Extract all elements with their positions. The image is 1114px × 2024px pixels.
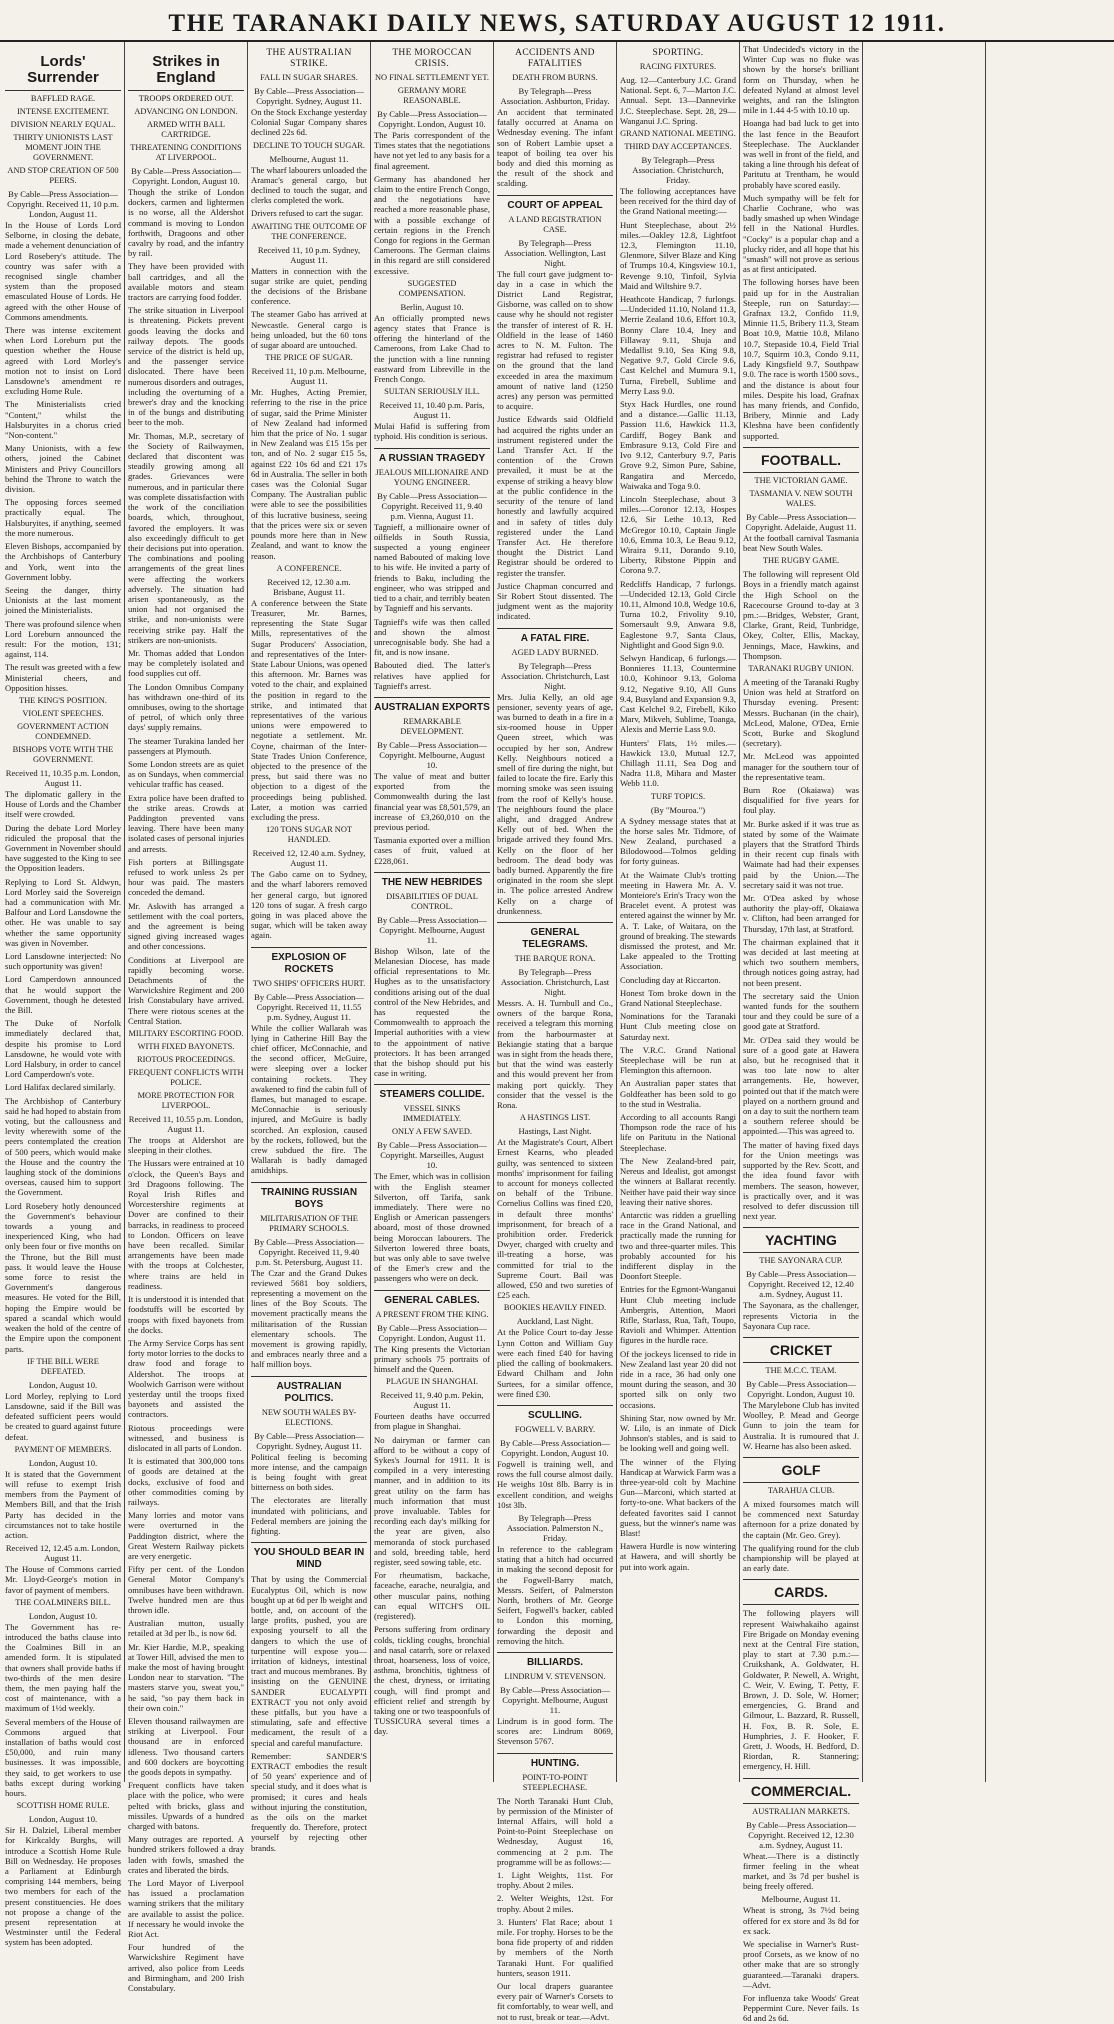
paragraph: Eleven thousand railwaymen are striking at Liverpool. Four thousand are in enforced idleness. Two thousand carters and 600 dockers are boycotting the goods depots in sympathy. bbox=[128, 1716, 244, 1778]
paragraph: The full court gave judgment to-day in a case in which the District Land Registrar, Gisborne, was called on to show cause why he should not register the transfer of interest of R. H. Oldfield in the lease of 1460 acres to N. M. Fulton. The registrar had refused to register on the ground that the land exceeded in area the maximum amount of native land (1250 acres) any person was permitted to acquire. bbox=[497, 268, 613, 412]
paragraph: Shining Star, now owned by Mr. W. Lilo, is an inmate of Dick Johnson's stables, and is said to be looking well and going well. bbox=[620, 1412, 736, 1454]
subheading: SUGGESTED COMPENSATION. bbox=[398, 278, 466, 298]
paragraph: On the Stock Exchange yesterday Colonial Sugar Company shares declined 22s 6d. bbox=[251, 107, 367, 138]
paragraph: At the Police Court to-day Jesse Lynn Cotton and William Guy were each fined £40 for having plied the calling of bookmakers. Edward Chilham and John Surtees, for a similar offence, were fined £30. bbox=[497, 1327, 613, 1399]
paragraph: Fish porters at Billingsgate refused to work unless 2s per hour was paid. The masters conceded the demand. bbox=[128, 856, 244, 898]
dateline: By Telegraph—Press Association. Wellington, Last Night. bbox=[504, 237, 606, 268]
subheading: BAFFLED RAGE. bbox=[30, 94, 96, 103]
subheading: TARAHUA CLUB. bbox=[767, 1485, 835, 1495]
paragraph: Several members of the House of Commons argued that installation of baths would cost £50,000, and ruin many businesses. It was impossible, they said, to get workers to use baths except during working hours. bbox=[5, 1716, 121, 1798]
paragraph: Remember: SANDER'S EXTRACT embodies the result of 50 years' experience and of special study, and it does what is promised; it cures and heals without injuring the constitution, as the oils on the market frequently do. Therefore, protect yourself by rejecting other brands. bbox=[251, 1750, 367, 1853]
article-heading: A FATAL FIRE. bbox=[497, 628, 613, 645]
dateline: By Cable—Press Association—Copyright. Received 11, 9.40 p.m. Vienna, August 11. bbox=[377, 490, 487, 521]
dateline: By Cable—Press Association—Copyright. Received 11, 9.40 p.m. St. Petersburg, August 11. bbox=[254, 1236, 364, 1267]
article-heading: AUSTRALIAN EXPORTS bbox=[374, 697, 490, 714]
article-heading: A RUSSIAN TRAGEDY bbox=[374, 448, 490, 465]
paragraph: Replying to Lord St. Aldwyn, Lord Morley said the Sovereign had a communication with Mr. Balfour and Lord Lansdowne the other. He was unable to say whether the same opportunity was given in November. bbox=[5, 876, 121, 948]
section-heading: CARDS. bbox=[743, 1579, 859, 1605]
article-heading: SCULLING. bbox=[497, 1405, 613, 1422]
dateline: By Cable—Press Association—Copyright. Marseilles, August 10. bbox=[377, 1140, 487, 1171]
column-3 bbox=[248, 42, 371, 1853]
dateline: Hastings, Last Night. bbox=[518, 1126, 592, 1137]
paragraph: Selwyn Handicap, 6 furlongs.—Bonnieres 11.13, Countermine 10.0, Kohinoor 9.13, Goloma 9.12, Negative 9.10, All Guns 9.4, Busyland and Expansion 9.3, Cast Kelchel 9.2, Firebell, Kiko Marv, Mikveh, Sublime, Toanga, Alexis and Merrie Lass 9.0. bbox=[620, 652, 736, 735]
paragraph: The matter of having fixed days for the Union meetings was supported by the Rev. Scott, and the idea found favor with members. The season, however, is practically over, and it was resolved to defer discussion till next year. bbox=[743, 1139, 859, 1222]
article-heading: TRAINING RUSSIAN BOYS bbox=[251, 1182, 367, 1211]
paragraph: Extra police have been drafted to the strike areas. Crowds at Paddington prevented vans leaving. There have been many isolated cases of personal injuries and arrests. bbox=[128, 792, 244, 854]
subheading: THE PRICE OF SUGAR. bbox=[265, 353, 353, 363]
column-6 bbox=[617, 42, 740, 1782]
subheading: NEW SOUTH WALES BY-ELECTIONS. bbox=[261, 1407, 357, 1427]
paragraph: Wheat.—There is a distinctly firmer feeling in the wheat market, and 3s 7d per bushel is being freely offered. bbox=[743, 1850, 859, 1892]
paragraph: Drivers refused to cart the sugar. bbox=[251, 208, 364, 219]
paragraph: Tasmania exported over a million cases of fruit, valued at £228,061. bbox=[374, 835, 490, 866]
paragraph: The King presents the Victorian primary schools 75 portraits of himself and the Queen. bbox=[374, 1343, 490, 1375]
dateline: By Cable—Press Association—Copyright. London, August 11. bbox=[377, 1322, 487, 1343]
paragraph: Mr. Thomas, M.P., secretary of the Society of Railwaymen, declared that discontent was steadily growing among all grades. Grievances were numerous, and in particular there was complete dissatisfaction with the work of the conciliation boards, which, throughout, favored the employers. It was also exceedingly difficult to get their decisions put into operation. The combinations and pooling arrangements of the great lines were affecting the workers adversely. The situation had arisen spontaneously, as the union had not organised the strike, and non-unionists were receiving strike pay. Half the strikers are non-unionists. bbox=[128, 430, 244, 645]
subheading: THE KING'S POSITION. bbox=[19, 695, 107, 705]
paragraph: Fifty per cent. of the London General Motor Company's omnibuses have been withdrawn. Twelve hundred men are thus thrown idle. bbox=[128, 1564, 244, 1615]
dateline: London, August 10. bbox=[28, 1814, 98, 1825]
article-heading: ACCIDENTS AND FATALITIES bbox=[515, 48, 595, 69]
paragraph: For influenza take Woods' Great Peppermint Cure. Never fails. 1s 6d and 2s 6d. bbox=[743, 1993, 859, 2024]
paragraph: The chairman explained that it was decided at last meeting at which two southern members, through notices going astray, had not been present. bbox=[743, 936, 859, 988]
column-2 bbox=[125, 42, 248, 1994]
dateline: Received 12, 12.45 a.m. London, August 11. bbox=[5, 1543, 121, 1564]
column-9 bbox=[986, 42, 1112, 1782]
paragraph: The Lord Mayor of Liverpool has issued a proclamation warning strikers that the military are available to assist the police. If necessary he would invoke the Riot Act. bbox=[128, 1878, 244, 1940]
section-heading: YACHTING bbox=[743, 1227, 859, 1253]
paragraph: Eleven Bishops, accompanied by the Archbishops of Canterbury and York, went into the Government lobby. bbox=[5, 541, 121, 582]
paragraph: Lord Rosebery hotly denounced the Government's behaviour towards a young and inexperienced King, who had only been four or five months on the Throne, but the Bill must pass. It would leave the House some force to resist the Government's dangerous measures. He voted for the Bill, hoping the Empire would be spared a scandal which would weaken the hold of the centre of the Empire upon the component parts. bbox=[5, 1200, 121, 1354]
article-heading: SPORTING. bbox=[652, 48, 704, 58]
paragraph: Persons suffering from ordinary colds, tickling coughs, bronchial and nasal catarrh, sore or relaxed throat, hoarseness, loss of voice, asthma, bronchitis, tightness of the chest, dryness, or irritating cough, will find prompt and efficient relief and strength by taking one or two teaspoonfuls of TUSSICURA several times a day. bbox=[374, 1624, 490, 1737]
dateline: Auckland, Last Night. bbox=[516, 1316, 594, 1327]
column-4 bbox=[371, 42, 494, 1782]
subheading: SCOTTISH HOME RULE. bbox=[16, 1801, 110, 1811]
paragraph: Babouted died. The latter's relatives have applied for Tagnieff's arrest. bbox=[374, 660, 490, 691]
paragraph: Conditions at Liverpool are rapidly becoming worse. Detachments of the Warwickshire Regiment and 200 Irish Constabulary have arrived. There were riotous scenes at the Central Station. bbox=[128, 954, 244, 1026]
dateline: Received 11, 10.55 p.m. London, August 11. bbox=[128, 1114, 244, 1135]
paragraph: The New Zealand-bred pair, Nereus and Idealist, got amongst the winners at Ballarat recently. Neither have paid their way since leaving their native shores. bbox=[620, 1155, 736, 1207]
subheading: INTENSE EXCITEMENT. bbox=[17, 107, 109, 116]
paragraph: It is stated that the Government will refuse to exempt Irish members from the Payment of Members Bill, and that the Irish Party has decided in the circumstances not to take hostile action. bbox=[5, 1468, 121, 1540]
article-heading: THE NEW HEBRIDES bbox=[374, 872, 490, 889]
paragraph: Much sympathy will be felt for Charlie Cochrane, who was badly smashed up when Windage fell in the National Hurdles. "Cocky" is a popular chap and a plucky rider, and all hope that his "smash" will not prove as serious as at first anticipated. bbox=[743, 192, 859, 275]
subheading: RACING FIXTURES. bbox=[639, 62, 717, 71]
subheading: POINT-TO-POINT STEEPLECHASE. bbox=[522, 1772, 588, 1792]
paragraph: Mr. Askwith has arranged a settlement with the coal porters, and the agreement is being signed giving increased wages and other concessions. bbox=[128, 900, 244, 952]
subheading: THIRD DAY ACCEPTANCES. bbox=[624, 142, 732, 152]
paragraph: The North Taranaki Hunt Club, by permission of the Minister of Internal Affairs, will hold a Point-to-Point Steeplechase on Wednesday, August 16, commencing at 2 p.m. The programme will be as follows:— bbox=[497, 1795, 613, 1867]
subheading: A HASTINGS LIST. bbox=[519, 1113, 591, 1123]
paragraph: Political feeling is becoming more intense, and the campaign is being fought with great bitterness on both sides. bbox=[251, 1451, 367, 1493]
dateline: By Telegraph—Press Association. Christchurch, Last Night. bbox=[500, 660, 610, 691]
paragraph: Matters in connection with the sugar strike are quiet, pending the decisions of the Brisbane conference. bbox=[251, 265, 367, 307]
paragraph: Tagnieff, a millionaire owner of oilfields in South Russia, suspected a young engineer named Babouted of making love to his wife. He invited a party of friends to Baku, including the engineer, who was stripped and tied to a chair, and terribly beaten by Tagnieff and his servants. bbox=[374, 521, 490, 614]
paragraph: The value of meat and butter exported from the Commonwealth during the last financial year was £8,501,579, an increase of £3,260,010 on the previous period. bbox=[374, 770, 490, 832]
paragraph: Germany has abandoned her claim to the entire French Congo, and the negotiations have reached a more reasonable phase, with a possible exchange of certain regions in the French Congo for regions in the German Cameroons. The German claims in this regard are still considered excessive. bbox=[374, 173, 490, 276]
dateline: By Telegraph—Press Association. Palmerston N., Friday. bbox=[506, 1512, 604, 1543]
dateline: Received 11, 10.35 p.m. London, August 11. bbox=[5, 767, 121, 788]
section-heading: GOLF bbox=[743, 1457, 859, 1483]
article-heading: THE AUSTRALIAN STRIKE. bbox=[266, 48, 352, 69]
article-heading: HUNTING. bbox=[497, 1753, 613, 1770]
dateline: Melbourne, August 11. bbox=[761, 1894, 841, 1905]
paragraph: Mr. Hughes, Acting Premier, referring to the rise in the price of sugar, said the Prime Minister of New Zealand had informed him that the price of No. 1 sugar in New Zealand was £15 15s per ton, and of No. 2 sugar £15 5s, against £22 10s 6d and £21 17s 6d in Australia. The seller in both cases was the Colonial Sugar Company. The Australian public were able to see the possibilities of this lucrative business, seeing that the prices were six or seven pounds more here than in New Zealand, and want to know the reason. bbox=[251, 387, 367, 561]
paragraph: The Emer, which was in collision with the English steamer Silverton, off Tarifa, sank immediately. There were no English or American passengers aboard, most of those drowned being Moroccan labourers. The Silverton lowered three boats, but was only able to save twelve of the Emer's crew and the passengers who were on deck. bbox=[374, 1171, 490, 1284]
paragraph: Our local drapers guarantee every pair of Warner's Corsets to fit comfortably, to wear well, and not to rust, break or tear.—Advt. bbox=[497, 1981, 613, 2022]
subheading: TURF TOPICS. bbox=[650, 791, 706, 801]
subheading: THE BARQUE RONA. bbox=[514, 954, 596, 963]
column-1 bbox=[2, 42, 125, 1948]
subheading: 120 TONS SUGAR NOT HANDLED. bbox=[265, 825, 352, 845]
paragraph: Mr. O'Dea said they would be sure of a good gate at Hawera also, but he recognised that it was too late now to alter arrangements. He, however, pointed out that if the match were played on a northern ground and on a day to suit the northern team a southern referee should be appointed.—This was agreed to. bbox=[743, 1034, 859, 1137]
dateline: By Cable—Press Association—Copyright. Melbourne, August 11. bbox=[377, 914, 487, 945]
subheading: NO FINAL SETTLEMENT YET. bbox=[375, 73, 489, 82]
subheading: PAYMENT OF MEMBERS. bbox=[14, 1444, 112, 1454]
subheading: LINDRUM V. STEVENSON. bbox=[504, 1671, 606, 1681]
paragraph: Lord Camperdown announced that he would support the Government, though he detested the Bill. bbox=[5, 974, 121, 1015]
paragraph: Lincoln Steeplechase, about 3 miles.—Coronor 12.13, Hospes 12.6, Sir Lethe 10.13, Red McGregor 10.10, Captain Jingle 10.6, Emma 10.3, Le Beau 9.12, Wiraira 9.11, Dorando 9.10, Liberty, Ribstone Pippin and Corona 9.7. bbox=[620, 493, 736, 576]
dateline: Berlin, August 10. bbox=[400, 301, 464, 312]
dateline: By Cable—Press Association—Copyright. Adelaide, August 11. bbox=[745, 511, 857, 532]
paragraph: Hawera Hurdle is now wintering at Hawera, and will shortly be put into work again. bbox=[620, 1541, 736, 1572]
paragraph: The following players will represent Waiwhakaiho against Fire Brigade on Monday evening next at the Central Fire station, play to start at 7.30 p.m.:—Cruikshank, A. Goldwater, H. Goldwater, P. Newell, A. Wright, C. Weir, V. Ewing, T. Petty, F. Brown, J. D. Sole, W. Horner; emergencies, G. Brand and Gilmour, L. Bazzard, R. Russell, H. Fox, B. R. Sole, E. Humphries, J. F. Hooker, F. Grett, J. Woods, H. Bedford, D. Riordan, R. Stannering; emergency, H. Hill. bbox=[743, 1608, 859, 1772]
paragraph: An Australian paper states that Goldfeather has been sold to go to the stud in Westralia. bbox=[620, 1078, 736, 1109]
article-heading: GENERAL CABLES. bbox=[374, 1290, 490, 1307]
subheading: VIOLENT SPEECHES. bbox=[22, 708, 104, 718]
paragraph: The following horses have been paid up for in the Australian Steeple, run on Saturday:—Grafnax 13.2, Confido 11.9, Minnie 11.5, Bribery 11.3, Steam Boat 10.9, Mattie 10.8, Milano 10.7, Stepaside 10.4, Field Trial 10.7, Squirm 10.3, Condo 9.11, Lady Kingsfield 9.7, Southpaw 9.0. The race is worth 1500 sovs., and the distance is about four miles. Despite his load, Grafnax has many friends, and Confido, Bribery, Minnie and Lady Kleshna have been confidently supported. bbox=[743, 277, 859, 441]
dateline: By Cable—Press Association—Copyright. Sydney, August 11. bbox=[254, 1430, 364, 1451]
article-heading: STEAMERS COLLIDE. bbox=[374, 1084, 490, 1101]
subheading: SULTAN SERIOUSLY ILL. bbox=[384, 387, 480, 397]
paragraph: Mrs. Julia Kelly, an old age pensioner, seventy years of age, was burned to death in a fire in a six-roomed house in Upper Queen street, which was occupied by her son, Andrew Kelly. Neighbours noticed a smell of fire during the night, but failed to locate the fire. Early this morning smoke was seen issuing from the roof of Kelly's house. The neighbours found the place alight, and dragged Andrew Kelly out of bed. When the brigade arrived they found Mrs. Kelly on the floor of her bedroom. The dead body was badly burned. Apparently the fire originated in the room she slept in. The police arrested Andrew Kelly on a charge of drunkenness. bbox=[497, 691, 613, 916]
paragraph: There was profound silence when Lord Loreburn announced the result: For the motion, 131; against, 114. bbox=[5, 618, 121, 660]
dateline: By Cable—Press Association—Copyright. Received 12, 12.30 a.m. Sydney, August 11. bbox=[746, 1819, 856, 1850]
dateline: By Cable—Press Association—Copyright. London, August 10. bbox=[377, 109, 487, 129]
paragraph: Entries for the Egmont-Wanganui Hunt Club meeting include Ambergris, Attention, Maori Rifle, Starlass, Rua, Taft, Toupo, Ravioli and Whimper. Attention figures in the hurdle race. bbox=[620, 1284, 737, 1346]
subheading: PLAGUE IN SHANGHAI. bbox=[386, 1377, 478, 1387]
paragraph: Lord Lansdowne interjected: No such opportunity was given! bbox=[5, 950, 121, 972]
dateline: Received 11, 10 p.m. Sydney, August 11. bbox=[257, 244, 361, 265]
paragraph: For rheumatism, backache, faceache, earache, neuralgia, and other muscular pains, nothing can equal WITCH'S OIL (registered). bbox=[374, 1570, 490, 1622]
paragraph: A Sydney message states that at the horse sales Mr. Tidmore, of New Zealand, purchased a Bilodowood—Tolmos gelding for forty guineas. bbox=[620, 815, 736, 867]
subheading: A CONFERENCE. bbox=[276, 563, 342, 573]
paragraph: In the House of Lords Lord Selborne, in closing the debate, made a vehement denunciation of Lord Rosebery's attitude. The country was safer with a recognised single chamber system than the proposed emasculated House of Lords. He agreed with the other House of Commons amendments. bbox=[5, 220, 121, 322]
dateline: By Cable—Press Association—Copyright. London, August 10. bbox=[131, 166, 241, 186]
paragraph: Mr. Thomas added that London may be completely isolated and food supplies cut off. bbox=[128, 647, 244, 679]
dateline: By Cable—Press Association—Copyright. Melbourne, August 11. bbox=[500, 1684, 610, 1715]
paragraph: The qualifying round for the club championship will be played at an early date. bbox=[743, 1542, 859, 1574]
dateline: By Cable—Press Association—Copyright. London, August 10. bbox=[746, 1378, 856, 1399]
paragraph: The Czar and the Grand Dukes reviewed 5681 boy soldiers, representing a movement on the lines of the Boy Scouts. The movement practically means the militarisation of the Russian elementary schools. The movement is growing rapidly, and embraces nearly three and a half million boys. bbox=[251, 1267, 367, 1370]
subheading: DIVISION NEARLY EQUAL. bbox=[10, 120, 116, 129]
subheading: GOVERNMENT ACTION CONDEMNED. bbox=[17, 721, 109, 741]
paragraph: The Sayonara, as the challenger, represents Victoria in the Sayonara Cup race. bbox=[743, 1300, 859, 1331]
paragraph: The diplomatic gallery in the House of Lords and the Chamber itself were crowded. bbox=[5, 788, 121, 820]
paragraph: The Government has re-introduced the baths clause into the Coalmines Bill in an amended form. It is stipulated that owners shall provide baths if two-thirds of the men desire them, the men paying half the cost of maintenance, with a maximum of 1½d weekly. bbox=[5, 1621, 121, 1714]
paragraph: While the collier Wallarah was lying in Catherine Hill Bay the chief officer, McConnachie, and the second officer, McGuire, were sleeping over a locker containing rockets. They awakened to find the cabin full of flames, but managed to escape. McConnachie is seriously injured, and McGuire is badly scorched. An explosion, caused by the rockets, followed, but the crew subdued the fire. The Wallarah is badly damaged amidships. bbox=[251, 1022, 367, 1176]
paragraph: The electorates are literally inundated with politicians, and Federal members are joining the fighting. bbox=[251, 1495, 367, 1537]
paragraph: During the debate Lord Morley ridiculed the proposal that the Government in November should have suggested to the King to see the Opposition leaders. bbox=[5, 822, 121, 874]
subheading: AGED LADY BURNED. bbox=[511, 647, 599, 657]
dateline: London, August 10. bbox=[28, 1457, 98, 1468]
dateline: Received 11, 9.40 p.m. Pekin, August 11. bbox=[380, 1390, 484, 1411]
paragraph: That by using the Commercial Eucalyptus Oil, which is now bought up at 6d per lb weight and bottle, and, on account of the large profits, pushed, you are exposing yourself to all the dangers to which the use of turpentine will expose you—irritation of kidneys, intestinal tract and mucous membranes. By insisting on the GENUINE SANDER EUCALYPTI EXTRACT you not only avoid these pitfalls, but you have a stimulating, safe and effective medicament, the result of a special and careful manufacture. bbox=[251, 1574, 367, 1748]
paragraph: 2. Welter Weights, 12st. For trophy. About 2 miles. bbox=[497, 1893, 613, 1914]
paragraph: According to all accounts Rangi Thompson rode the race of his life on Paritutu in the National Steeplechase. bbox=[620, 1112, 736, 1153]
paragraph: The Gabo came on to Sydney, and the wharf laborers removed her general cargo, but ignored 120 tons of sugar. A fresh cargo going in was placed above the sugar, which will be taken away again. bbox=[251, 869, 367, 941]
paragraph: Seeing the danger, thirty Unionists at the last moment joined the Ministerialists. bbox=[5, 584, 121, 616]
article-heading: COURT OF APPEAL bbox=[497, 195, 613, 212]
article-heading: AUSTRALIAN POLITICS. bbox=[251, 1376, 367, 1405]
subheading: A PRESENT FROM THE KING. bbox=[375, 1309, 489, 1319]
subheading: AUSTRALIAN MARKETS. bbox=[752, 1806, 850, 1816]
article-heading: YOU SHOULD BEAR IN MIND bbox=[251, 1542, 367, 1571]
paragraph: The Army Service Corps has sent forty motor lorries to the docks to draw food and forage to Aldershot. The troops at Woolwich Garrison were without yesterday until the troops fixed bayonets and assisted the contractors. bbox=[128, 1337, 244, 1420]
paragraph: Mulai Hafid is suffering from typhoid. His condition is serious. bbox=[374, 421, 490, 442]
paragraph: 3. Hunters' Flat Race; about 1 mile. For trophy. Horses to be the bona fide property of and ridden by members of the North Taranaki Hunt. For qualified hunters, season 1911. bbox=[497, 1916, 613, 1978]
article-heading: GENERAL TELEGRAMS. bbox=[497, 922, 613, 951]
subheading: REMARKABLE DEVELOPMENT. bbox=[400, 716, 464, 736]
dateline: By Cable—Press Association—Copyright. London, August 10. bbox=[500, 1437, 610, 1458]
paragraph: Many Unionists, with a few others, joined the Cabinet Ministers and Privy Councillors behind the Throne to watch the division. bbox=[5, 443, 121, 495]
paragraph: Messrs. A. H. Turnbull and Co., owners of the barque Rona, received a telegram this morning from the harbourmaster at Bekiangie stating that a barque was in sight from the heads there, but that the wind was easterly and this would prevent her from making port quickly. They consider that the vessel is the Rona. bbox=[497, 998, 613, 1111]
paragraph: Riotous proceedings were witnessed, and business is dislocated in all parts of London. bbox=[128, 1422, 244, 1453]
paragraph: Burn Roe (Okaiawa) was disqualified for five years for foul play. bbox=[743, 784, 859, 816]
subheading: BISHOPS VOTE WITH THE GOVERNMENT. bbox=[12, 744, 114, 764]
subheading: TROOPS ORDERED OUT. bbox=[138, 94, 234, 103]
paragraph: The opposing forces seemed practically equal. The Halsburyites, if anything, seemed the more numerous. bbox=[5, 497, 121, 538]
section-heading: Strikes in England bbox=[128, 50, 244, 91]
dateline: Melbourne, August 11. bbox=[269, 153, 349, 164]
paragraph: The London Omnibus Company has withdrawn one-third of its omnibuses, owing to the shortage of petrol, of which only three days' supply remains. bbox=[128, 681, 244, 733]
paragraph: The Ministerialists cried "Content," whilst the Halsburyites in a chorus cried "Non-content." bbox=[5, 399, 121, 441]
dateline: Received 11, 10 p.m. Melbourne, August 11. bbox=[251, 366, 367, 387]
subheading: ADVANCING ON LONDON. bbox=[134, 107, 238, 116]
paragraph: Bishop Wilson, late of the Melanesian Diocese, has made official representations to Mr. Hughes as to the unsatisfactory conditions arising out of the dual control of the New Hebrides, and has requested the Commonwealth to approach the Imperial authorities with a view to the appointment of native protectors. It has been arranged that the bishop should put his case in writing. bbox=[374, 945, 490, 1079]
paragraph: Concluding day at Riccarton. bbox=[620, 974, 721, 985]
paragraph: It is estimated that 300,000 tons of goods are detained at the docks, exclusive of food and other commodities coming by railways. bbox=[128, 1456, 244, 1507]
subheading: MILITARISATION OF THE PRIMARY SCHOOLS. bbox=[260, 1213, 358, 1233]
paragraph: The V.R.C. Grand National Steeplechase will be run at Flemington this afternoon. bbox=[620, 1044, 736, 1076]
paragraph: Australian mutton, usually retailed at 3d per lb., is now 6d. bbox=[128, 1618, 244, 1639]
dateline: By Telegraph—Press Association. Ashburton, Friday. bbox=[500, 86, 610, 106]
paragraph: The House of Commons carried Mr. Lloyd-George's motion in favor of payment of members. bbox=[5, 1564, 121, 1595]
paragraph: An officially prompted news agency states that France is offering the hinterland of the Cameroons, from Lake Chad to the junction with a line running eastward from Libreville in the French Congo. bbox=[374, 312, 490, 385]
dateline: By Cable—Press Association—Copyright. Melbourne, August 10. bbox=[377, 739, 487, 770]
dateline: London, August 10. bbox=[28, 1610, 98, 1621]
subheading: TWO SHIPS' OFFICERS HURT. bbox=[252, 978, 366, 988]
dateline: By Cable—Press Association—Copyright. Received 11, 10 p.m. London, August 11. bbox=[7, 189, 119, 219]
paragraph: The secretary said the Union wanted funds for the southern tour and they could be sure of a good gate at Stratford. bbox=[743, 990, 859, 1032]
paragraph: Though the strike of London dockers, carmen and lightermen is no worse, all the Aldershot command is moving to London forthwith, Dragoons and other cavalry by road, and the infantry by rail. bbox=[128, 187, 244, 259]
paragraph: Tagnieff's wife was then called and shown the almost unrecognisable body. She had a fit, and is now insane. bbox=[374, 616, 490, 658]
paragraph: The wharf labourers unloaded the Aramac's general cargo, but declined to touch the sugar, and clerks completed the work. bbox=[251, 164, 367, 206]
paragraph: A mixed foursomes match will be commenced next Saturday afternoon for a prize donated by the captain (Mr. Geo. Grey). bbox=[743, 1498, 859, 1540]
subheading: GRAND NATIONAL MEETING. bbox=[620, 129, 736, 139]
paragraph: Antarctic was ridden a gruelling race in the Grand National, and practically made the running for two and three-quarter miles. This probably accounted for his indifferent display in the Doonfort Steeple. bbox=[620, 1209, 736, 1282]
paragraph: An accident that terminated fatally occurred at Anama on Wednesday evening. The infant son of Robert Lambie upset a teapot of boiling tea over his body and died this morning as the result of the shock and scalding. bbox=[497, 107, 613, 189]
subheading: ONLY A FEW SAVED. bbox=[392, 1127, 472, 1137]
paragraph: The Hussars were entrained at 10 o'clock, the Queen's Bays and 3rd Dragoons following. The Royal Irish Rifles and Worcestershire regiments at Dover are confined to their barracks, in readiness to proceed to London. Officers on leave have been recalled. Similar arrangements have been made with the troops at Colchester, where trains are held in readiness. bbox=[128, 1158, 244, 1291]
dateline: Received 12, 12.40 a.m. Sydney, August 11. bbox=[252, 848, 366, 869]
dateline: (By "Mouroa.") bbox=[650, 804, 706, 815]
subheading: RIOTOUS PROCEEDINGS. bbox=[136, 1055, 236, 1065]
paragraph: The Duke of Norfolk immediately declared that, despite his promise to Lord Lansdowne, he would vote with Lord Halsbury, in order to cancel Lord Camperdown's vote. bbox=[5, 1018, 121, 1080]
subheading: GERMANY MORE REASONABLE. bbox=[397, 86, 467, 105]
dateline: By Cable—Press Association—Copyright. Received 11, 11.55 p.m. Sydney, August 11. bbox=[254, 991, 364, 1022]
paragraph: Mr. Kier Hardie, M.P., speaking at Tower Hill, advised the men to make the most of having brought London near to starvation. "The masters starve you, sweat you," he said, "so pay them back in their own coin." bbox=[128, 1641, 244, 1713]
paragraph: It is understood it is intended that foodstuffs will be escorted by troops with fixed bayonets from the docks. bbox=[128, 1294, 244, 1335]
paragraph: Lord Morley, replying to Lord Lansdowne, said if the Bill was defeated sufficient peers would be created to guard against future defeat. bbox=[5, 1390, 121, 1442]
dateline: By Telegraph—Press Association. Christchurch, Last Night. bbox=[500, 967, 610, 997]
subheading: DISABILITIES OF DUAL CONTROL. bbox=[386, 891, 478, 911]
paragraph: Hoanga had bad luck to get into the last fence in the Beaufort Steeplechase. The Aucklander was well in front of the field, and taking a line through his defeat of Paritutu at Trentham, he would probably have scored easily. bbox=[743, 118, 859, 190]
article-heading: EXPLOSION OF ROCKETS bbox=[251, 947, 367, 976]
subheading: IF THE BILL WERE DEFEATED. bbox=[27, 1356, 99, 1376]
paragraph: The following will represent Old Boys in a friendly match against the High School on the Racecourse Ground to-day at 3 pm.:—Bridges, Webster, Grant, Clarke, Grant, Reid, Tunbridge, Okey, Colter, Ellis, Mackay, Jennings, Mace, Hawkins, and Thompson. bbox=[743, 569, 859, 661]
subheading: THE RUGBY GAME. bbox=[762, 556, 840, 566]
paragraph: Hunt Steeplechase, about 2½ miles.—Oakley 12.8, Lightfoot 12.3, Flemington 11.10, Glenmore, Silver Blaze and King of Trumps 10.4, Kingsview 10.1, Revenge 9.10, Tinfoil, Sylvia Maid and Wiltshire 9.7. bbox=[620, 219, 736, 291]
subheading: DEATH FROM BURNS. bbox=[512, 73, 598, 82]
paragraph: The Archbishop of Canterbury said he had hoped to abstain from voting, but the callousness and levity wherewith some of the peers contemplated the creation of 500 peers, which would make the House and the country the laughing stock of the dominions overseas, caused him to support the Government. bbox=[5, 1095, 121, 1198]
subheading: VESSEL SINKS IMMEDIATELY. bbox=[402, 1104, 462, 1124]
paragraph: At the football carnival Tasmania beat New South Wales. bbox=[743, 532, 859, 553]
paragraph: They have been provided with ball cartridges, and all the available motors and steam tractors are carrying food fodder. bbox=[128, 261, 244, 303]
dateline: London, August 10. bbox=[28, 1379, 98, 1390]
paragraph: Four hundred of the Warwickshire Regiment have arrived, also police from Leeds and Birmingham, and 200 Irish Constabulary. bbox=[128, 1942, 244, 1994]
paragraph: A conference between the State Treasurer, Mr. Barnes, representing the State Sugar Mills, representatives of the Sugar Producers' Association, and representatives of the Inter-State Labour Unions, was opened this afternoon. Mr. Barnes was voted to the chair, and explained the position in regard to the strike, and intimated that representatives of the various unions were empowered to negotiate a settlement. Mr. Coyne, chairman of the Inter-State Trades Union Conference, objected to the presence of the press, but said there was no objection to a digest of the proceedings being published. Later, a motion was carried excluding the press. bbox=[251, 597, 367, 822]
paragraph: That Undecided's victory in the Winter Cup was no fluke was shown by the horse's brilliant form on Thursday, when he defeated Nyland at almost level weights, and ran the Islington mile in 1.44 4-5 with 10.10 up. bbox=[743, 44, 859, 116]
paragraph: Many lorries and motor vans were overturned in the Paddington district, where the Great Western Railway pickets are very energetic. bbox=[128, 1510, 244, 1561]
paragraph: 1. Light Weights, 11st. For trophy. About 2 miles. bbox=[497, 1869, 613, 1891]
paragraph: The Paris correspondent of the Times states that the negotiations have not yet led to any basis for a final agreement. bbox=[374, 130, 490, 171]
subheading: JEALOUS MILLIONAIRE AND YOUNG ENGINEER. bbox=[375, 467, 489, 487]
news-columns bbox=[2, 42, 1112, 2024]
subheading: THIRTY UNIONISTS LAST MOMENT JOIN THE GOVERNMENT. bbox=[13, 133, 113, 162]
paragraph: Honest Tom broke down in the Grand National Steeplechase. bbox=[620, 987, 736, 1009]
paragraph: In reference to the cablegram stating that a hitch had occurred in making the second deposit for the Fogwell-Barry match, Messrs. Seifert, of Palmerston North, brothers of Mr. George Seifert, Fogwell's backer, cabled to London this morning, forwarding the deposit and removing the hitch. bbox=[497, 1543, 613, 1646]
paragraph: We specialise in Warner's Rust-proof Corsets, as we know of no other make that are so strongly guaranteed.—Taranaki drapers.—Advt. bbox=[743, 1939, 859, 1990]
paragraph: Wheat is strong, 3s 7½d being offered for ex store and 3s 8d for ex sack. bbox=[743, 1905, 859, 1936]
dateline: By Telegraph—Press Association. Christchurch, Friday. bbox=[632, 155, 724, 186]
subheading: TASMANIA V. NEW SOUTH WALES. bbox=[749, 488, 853, 508]
paragraph: The troops at Aldershot are sleeping in their clothes. bbox=[128, 1135, 244, 1156]
paragraph: Styx Hack Hurdles, one round and a distance.—Gallic 11.13, Passion 11.6, Hawkick 11.3, Cardiff, Bogey Bank and Embrasure 9.13, Cold Fire and Ivo 9.12, Canterbury 9.7, Paris Grove 9.2, Simon Pure, Sabine, Rangatira and Mercedo, Waiwaka and Toga 9.0. bbox=[620, 399, 736, 491]
paragraph: Of the jockeys licensed to ride in New Zealand last year 20 did not ride in a race, 36 had only one mount during the season, and 30 sported silk on only two occasions. bbox=[620, 1348, 736, 1410]
dateline: Received 12, 12.30 a.m. Brisbane, August 11. bbox=[267, 576, 351, 597]
subheading: MILITARY ESCORTING FOOD. bbox=[128, 1029, 244, 1039]
subheading: FOGWELL V. BARRY. bbox=[514, 1424, 596, 1434]
section-heading: FOOTBALL. bbox=[743, 447, 859, 473]
masthead bbox=[0, 0, 1114, 42]
paragraph: Heathcote Handicap, 7 furlongs.—Undecided 11.10, Noland 11.3, Merrie Zealand 10.6, Effort 10.3, Bonny Clare 10.4, Iney and Fillaway 9.11, Shuja and Medallist 9.10, Sea King 9.8, Negative 9.7, Gold Circle 9.6, Cast Kelchel and Mumura 9.1, Turna, Firebell, Sublime and Merry Lass 9.0. bbox=[620, 294, 736, 396]
paragraph: At the Waimate Club's trotting meeting in Hawera Mr. A. V. Monteiore's Erin's Tracy won the Bracelet event. A protest was entered against the winner by Mr. A. T. Lake, of Waitara, on the ground of breaking. The stewards dismissed the protest, and Mr. Lake appealed to the Trotting Association. bbox=[620, 869, 736, 972]
subheading: AND STOP CREATION OF 500 PEERS. bbox=[7, 166, 119, 185]
paragraph: Hunters' Flats, 1½ miles.—Hawkick 13.0, Mutual 12.7, Chillagh 11.11, Sea Dog and Nadra 11.8, Mihara and Master Webb 11.0. bbox=[620, 737, 736, 789]
subheading: FALL IN SUGAR SHARES. bbox=[260, 73, 358, 82]
paragraph: The steamer Gabo has arrived at Newcastle. General cargo is being unloaded, but the 60 tons of sugar aboard are untouched. bbox=[251, 309, 367, 351]
paragraph: The winner of the Flying Handicap at Warwick Farm was a three-year-old colt by Machine Gun—Marconi, which started at forty-to-one. What backers of the defeated favorites said I cannot guess, but the winner's name was Blast! bbox=[620, 1456, 736, 1538]
subheading: ARMED WITH BALL CARTRIDGE. bbox=[146, 120, 225, 139]
paragraph: Mr. Burke asked if it was true as stated by some of the Waimate players that the Stratford Thirds in their recent cup finals with Waimate had had their expenses paid by the Union.—The secretary said it was not true. bbox=[743, 818, 859, 890]
subheading: MORE PROTECTION FOR LIVERPOOL. bbox=[137, 1091, 235, 1111]
subheading: DECLINE TO TOUCH SUGAR. bbox=[253, 140, 365, 150]
dateline: By Cable—Press Association—Copyright. Received 12, 12.40 a.m. Sydney, August 11. bbox=[746, 1269, 856, 1300]
paragraph: Some London streets are as quiet as on Sundays, when commercial vehicular traffic has ceased. bbox=[128, 758, 244, 790]
subheading: BOOKIES HEAVILY FINED. bbox=[503, 1303, 607, 1313]
subheading: TARANAKI RUGBY UNION. bbox=[748, 663, 854, 673]
paragraph: Mr. McLeod was appointed manager for the southern tour of the representative team. bbox=[743, 751, 859, 782]
column-8 bbox=[863, 42, 986, 1782]
paragraph: Justice Chapman concurred and Sir Robert Stout dissented. The judgment went as the majority indicated. bbox=[497, 580, 613, 622]
dateline: By Cable—Press Association—Copyright. Sydney, August 11. bbox=[254, 86, 364, 106]
paragraph: The steamer Turakina landed her passengers at Plymouth. bbox=[128, 735, 244, 756]
column-7 bbox=[740, 42, 863, 2024]
subheading: WITH FIXED BAYONETS. bbox=[137, 1042, 235, 1052]
paragraph: The following acceptances have been received for the third day of the Grand National meeting:— bbox=[620, 186, 736, 217]
section-heading: COMMERCIAL. bbox=[743, 1778, 859, 1804]
paragraph: Aug. 12—Canterbury J.C. Grand National. Sept. 6, 7—Marton J.C. Annual. Sept. 13—Dannevirke J.C. Steeplechase. Sept. 28, 29—Wanganui J.C. Spring. bbox=[620, 75, 736, 126]
paragraph: No dairyman or farmer can afford to be without a copy of Sykes's Journal for 1911. It is compiled in a very interesting manner, and in addition to its great utility on the farm has much information that must prove invaluable. Tables for recording each day's milking for the year are given, also memoranda of stock purchased and sold, breeding table, herd register, seed sowing table, etc. bbox=[374, 1434, 490, 1568]
subheading: THREATENING CONDITIONS AT LIVERPOOL. bbox=[130, 143, 242, 162]
paragraph: The strike situation in Liverpool is threatening. Pickets prevent goods leaving the docks and railway depots. The goods service of the district is held up, and the passenger service dislocated. There have been numerous disorders and outrages, including the overturning of a brewer's dray and the knocking in of the bungs and distributing beer to the mob. bbox=[128, 305, 244, 428]
section-heading: CRICKET bbox=[743, 1337, 859, 1363]
paragraph: The Marylebone Club has invited Woolley, P. Mead and George Gunn to join the team for Australia. It is rumoured that J. W. Hearne has also been asked. bbox=[743, 1399, 859, 1451]
subheading: THE SAYONARA CUP. bbox=[759, 1256, 843, 1266]
subheading: FREQUENT CONFLICTS WITH POLICE. bbox=[128, 1068, 244, 1088]
paragraph: Mr. O'Dea asked by whose authority the play-off, Okaiawa v. Clifton, had been arranged for Thursday, 17th last, at Stratford. bbox=[743, 893, 859, 934]
paragraph: At the Magistrate's Court, Albert Ernest Kearns, who pleaded guilty, was sentenced to sixteen months' imprisonment for failing to account for moneys collected on behalf of the Tribune. Cornelius Collins was fined £20, in default three months' imprisonment, for breach of a prohibition order. Frederick Dwyer, charged with cruelty and ill-treating a horse, was committed for trial to the Supreme Court. Bail was allowed, £50 and two sureties of £25 each. bbox=[497, 1137, 613, 1301]
paragraph: Nominations for the Taranaki Hunt Club meeting close on Saturday next. bbox=[620, 1011, 736, 1042]
paragraph: Fogwell is training well, and rows the full course almost daily. He weighs 10st 8lb. Barry is in excellent condition, and weighs 10st 3lb. bbox=[497, 1458, 613, 1510]
paragraph: A meeting of the Taranaki Rugby Union was held at Stratford on Thursday evening. Present: Messrs. Buchanan (in the chair), McLeod, Malone, O'Dea, Ernie Scott, Burke and Skoglund (secretary). bbox=[743, 676, 859, 749]
article-heading: THE MOROCCAN CRISIS. bbox=[392, 48, 472, 69]
paragraph: There was intense excitement when Lord Loreburn put the question whether the House agreed with Lord Morley's motion not to insist on Lord Lansdowne's amendment re excluding Home Rule. bbox=[5, 325, 121, 397]
paragraph: Frequent conflicts have taken place with the police, who were pelted with bricks, glass and missiles. Upwards of a hundred charged with batons. bbox=[128, 1780, 244, 1832]
subheading: THE VICTORIAN GAME. bbox=[754, 475, 848, 485]
subheading: A LAND REGISTRATION CASE. bbox=[508, 214, 602, 234]
paragraph: Fourteen deaths have occurred from plague in Shanghai. bbox=[374, 1411, 490, 1432]
newspaper-title: THE TARANAKI DAILY NEWS, SATURDAY AUGUST 12 1911. bbox=[168, 10, 946, 37]
dateline: Received 11, 10.40 p.m. Paris, August 11. bbox=[379, 400, 485, 421]
paragraph: Lindrum is in good form. The scores are: Lindrum 8069, Stevenson 5767. bbox=[497, 1715, 613, 1747]
section-heading: Lords' Surrender bbox=[5, 50, 121, 91]
paragraph: Lord Halifax declared similarly. bbox=[5, 1082, 116, 1093]
paragraph: Sir H. Dalziel, Liberal member for Kirkcaldy Burghs, will introduce a Scottish Home Rule Bill on Wednesday. He proposes a Parliament at Edinburgh comprising 144 members, being two members for each of the present constituencies. He does not propose a change of the present representation at Westminster until the Federal system has been adopted. bbox=[5, 1825, 121, 1948]
paragraph: Justice Edwards said Oldfield had acquired the rights under an instrument registered under the Land Transfer Act. If the contention of the Crown prevailed, it must be at the expense of striking a heavy blow at the public confidence in the security of the tenure of land honestly and lawfully acquired and in safety of titles duly registered under the Land Transfer Act. He therefore thought the District Land Registrar should be ordered to register the transfer. bbox=[497, 414, 613, 578]
column-5 bbox=[494, 42, 617, 2022]
subheading: AWAITING THE OUTCOME OF THE CONFERENCE. bbox=[251, 221, 367, 241]
paragraph: Many outrages are reported. A hundred strikers followed a dray laden with fowls, smashed the crates and liberated the birds. bbox=[128, 1834, 244, 1875]
paragraph: The result was greeted with a few Ministerial cheers, and Opposition hisses. bbox=[5, 662, 121, 693]
subheading: THE M.C.C. TEAM. bbox=[765, 1365, 837, 1375]
article-heading: BILLIARDS. bbox=[497, 1652, 613, 1669]
subheading: THE COALMINERS BILL. bbox=[15, 1597, 111, 1607]
paragraph: Redcliffs Handicap, 7 furlongs.—Undecided 12.13, Gold Circle 10.11, Almond 10.8, Wedge 10.6, Turna 10.2, Frivolity 9.10, Somersault 9.9, Anwara 9.8, Eaglestone 9.7, Santa Claus, Nightlight and Good Sign 9.0. bbox=[620, 578, 736, 650]
